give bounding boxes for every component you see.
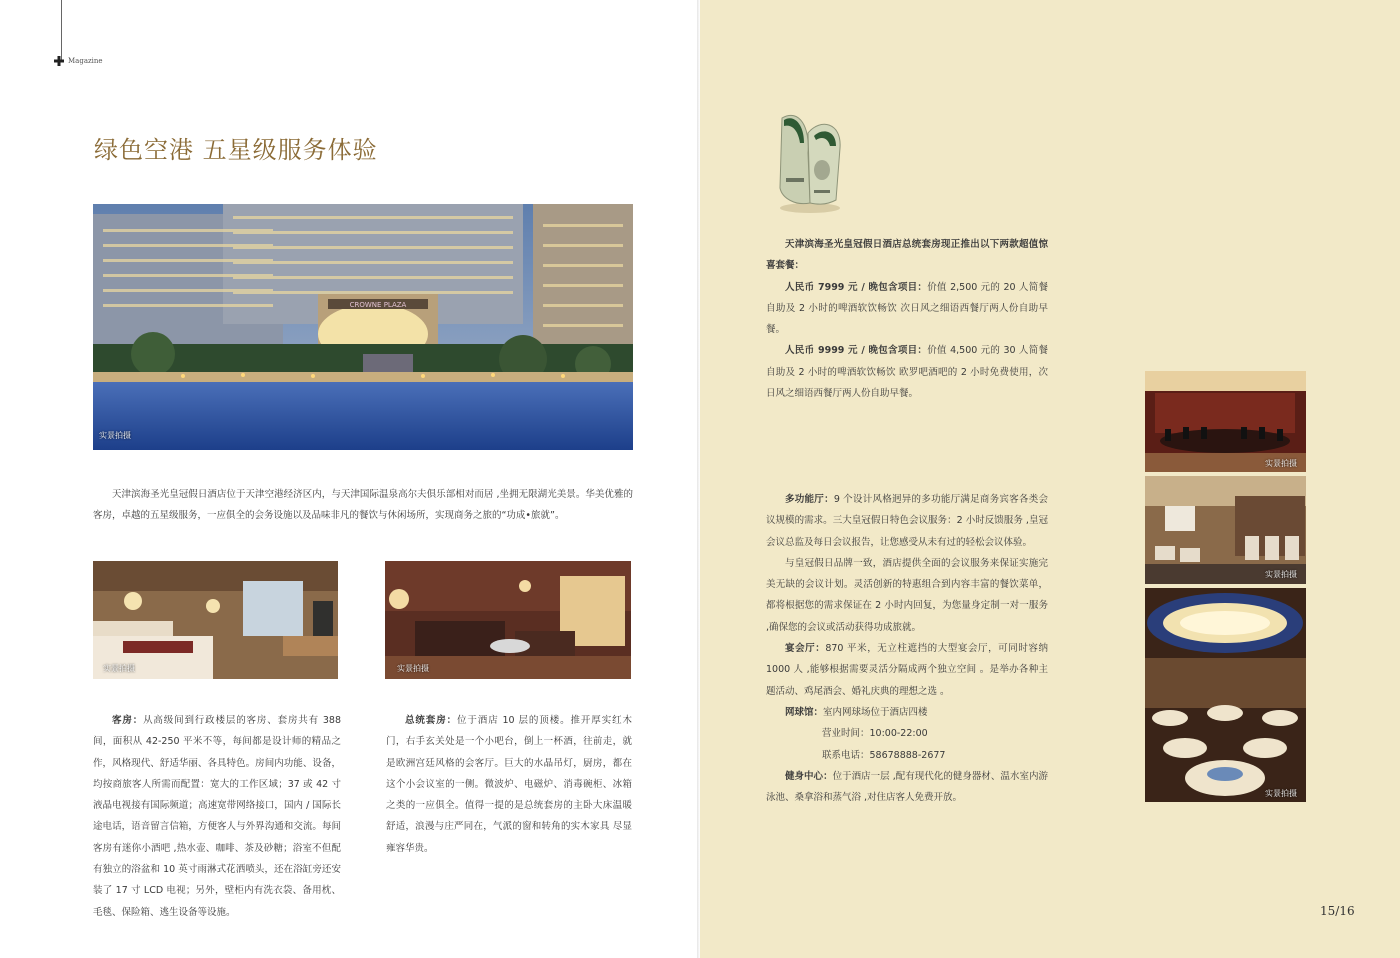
package1-label: 人民币 7999 元 / 晚包含项目： <box>785 281 928 293</box>
rooms-label: 客房： <box>112 715 144 726</box>
intro-text: 天津滨海圣光皇冠假日酒店位于天津空港经济区内，与天津国际温泉高尔夫俱乐部相对而居 ,坐拥无限湖光美景。华美优雅的客房，卓越的五星级服务，一应俱全的会务设施以及品味非凡的餐饮与休闲场所，实现商务之旅的“功成•旅就”。 <box>93 489 633 522</box>
multi-hall-label: 多功能厅： <box>785 494 834 505</box>
suite-paragraph <box>386 710 632 859</box>
tennis-hours: 营业时间：10:00-22:00 <box>822 728 928 740</box>
banquet-text: 870 平米，无立柱遮挡的大型宴会厅，可同时容纳 1000 人 ,能够根据需要灵活分隔成两个独立空间 。是举办各种主题活动、鸡尾酒会、婚礼庆典的理想之选 。 <box>766 643 1048 697</box>
suite-label: 总统套房： <box>405 715 457 726</box>
hotel-exterior-photo <box>93 204 633 450</box>
margin-rule <box>61 0 62 62</box>
multi-hall-text: 9 个设计风格迥异的多功能厅满足商务宾客各类会议规模的需求。三大皇冠假日特色会议服务：2 小时反馈服务 ,皇冠会议总监及每日会议报告，让您感受从未有过的轻松会议体验。 <box>766 494 1048 548</box>
photo-caption: 实景拍摄 <box>1265 459 1297 468</box>
package1-text: 价值 2,500 元的 20 人简餐自助及 2 小时的啤酒软饮畅饮 次日风之细语西餐厅两人份自助早餐。 <box>766 281 1048 336</box>
section-label: Magazine <box>68 57 103 65</box>
photo-caption: 实景拍摄 <box>1265 570 1297 579</box>
guest-room-photo <box>93 561 338 679</box>
offer-section <box>766 234 1048 404</box>
page-spine <box>697 0 700 958</box>
photo-caption: 实景拍摄 <box>103 664 135 673</box>
tennis-label: 网球馆： <box>785 706 824 718</box>
rooms-paragraph <box>93 710 341 923</box>
dollar-bill-icon <box>770 108 848 218</box>
meeting-room-photo <box>1145 371 1306 472</box>
facilities-section <box>766 489 1048 808</box>
presidential-suite-photo <box>385 561 631 679</box>
fitness-label: 健身中心： <box>785 770 833 782</box>
package2-label: 人民币 9999 元 / 晚包含项目： <box>785 345 928 357</box>
photo-caption: 实景拍摄 <box>1265 789 1297 798</box>
fitness-text: 位于酒店一层 ,配有现代化的健身器材、温水室内游泳池、桑拿浴和蒸气浴 ,对住店客人免费开放。 <box>766 770 1048 804</box>
tennis-text: 室内网球场位于酒店四楼 <box>823 706 928 718</box>
photo-caption: 实景拍摄 <box>397 664 429 673</box>
hotel-sign-text: CROWNE PLAZA <box>349 301 407 309</box>
banquet-hall-photo <box>1145 588 1306 802</box>
function-room-photo <box>1145 476 1306 584</box>
photo-caption: 实景拍摄 <box>99 431 131 440</box>
page-number: 15/16 <box>1320 904 1355 918</box>
rooms-text: 从高级间到行政楼层的客房、套房共有 388 间，面积从 42-250 平米不等，每间都是设计师的精品之作，风格现代、舒适华丽、各具特色。房间内功能、设备，均按商旅客人所需而配置：宽大的工作区域；37 或 42 寸液晶电视接有国际频道；高速宽带网络接口，国内 / 国际长途电话，语音留言信箱，方便客人与外界沟通和交流。每间客房有迷你小酒吧 ,热水壶、咖啡、茶及砂糖；浴室不但配有独立的浴盆和 10 英寸雨淋式花洒喷头，还在浴缸旁还安装了 17 寸 LCD 电视；另外，壁柜内有洗衣袋、备用枕、毛毯、保险箱、逃生设备等设施。 <box>93 715 341 918</box>
cross-icon <box>54 56 64 66</box>
page-title: 绿色空港 五星级服务体验 <box>94 136 378 164</box>
suite-text: 位于酒店 10 层的顶楼。推开厚实红木门，右手玄关处是一个小吧台，倒上一杯酒，往前走，就是欧洲宫廷风格的会客厅。巨大的水晶吊灯，厨房，都在这个小会议室的一侧。微波炉、电磁炉、消毒碗柜、冰箱之类的一应俱全。值得一提的是总统套房的主卧大床温暖舒适，浪漫与庄严同在，气派的窗和转角的实木家具 尽显雍容华贵。 <box>386 715 632 854</box>
brand-service-text: 与皇冠假日品牌一致，酒店提供全面的会议服务来保证实施完美无缺的会议计划。灵活创新的特惠组合到内容丰富的餐饮菜单，都将根据您的需求保证在 2 小时内回复，为您量身定制一对一服务 ,确保您的会议或活动获得功成旅就。 <box>766 557 1048 633</box>
intro-paragraph <box>93 484 633 527</box>
tennis-phone: 联系电话：58678888-2677 <box>822 749 946 761</box>
offer-heading: 天津滨海圣光皇冠假日酒店总统套房现正推出以下两款超值惊喜套餐： <box>766 239 1048 272</box>
package2-text: 价值 4,500 元的 30 人简餐自助及 2 小时的啤酒软饮畅饮 欧罗吧酒吧的 2 小时免费使用，次日风之细语西餐厅两人份自助早餐。 <box>766 345 1048 400</box>
banquet-label: 宴会厅： <box>785 643 826 655</box>
